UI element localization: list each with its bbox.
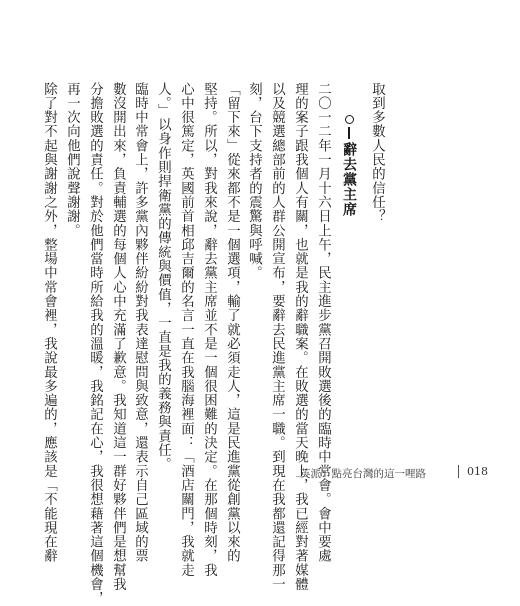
section-heading (342, 115, 356, 217)
circle-bullet-icon (345, 115, 354, 124)
heading-rule (348, 127, 350, 139)
text-column-1: 取到多數人民的信任？ (369, 82, 385, 224)
text-column-6: 刻，台下支持者的震驚與呼喊。 (246, 82, 262, 281)
text-column-11: 臨時中常會上，許多黨內夥伴紛紛對我表達慰問與致意，還表示自己區域的票 (132, 82, 148, 564)
text-column-8: 堅持。所以，對我來說，辭去黨主席並不是一個很困難的決定。在那個時刻，我 (201, 82, 217, 578)
text-column-5: 以及競選總部前的人群公開宣布，要辭去民進黨主席一職。到現在我都還記得那一 (269, 82, 285, 592)
section-title: 辭去黨主席 (341, 142, 357, 217)
text-column-9: 心中很篤定，英國前首相邱吉爾的名言一直在我腦海裡面：「酒店關門，我就走 (178, 82, 194, 578)
text-column-3: 二〇一二年一月十六日上午，民主進步黨召開敗選後的臨時中常會。會中要處 (315, 82, 331, 564)
text-column-15: 除了對不起與謝謝之外，整場中常會裡，我說最多遍的，應該是「不能現在辭 (41, 82, 57, 564)
text-column-10: 人。」以身作則捍衛黨的傳統與價值，一直是我的義務與責任。 (155, 82, 171, 472)
running-footer-title: 英派：點亮台灣的這一哩路 (300, 468, 426, 480)
text-column-14: 再一次向他們說聲謝謝。 (64, 82, 80, 238)
text-column-13: 分擔敗選的責任。對於他們當時所給我的溫暖，我銘記在心，我很想藉著這個機會， (87, 82, 103, 606)
text-column-12: 數沒開出來，負責輔選的每個人心中充滿了歉意。我知道這一群好夥伴們是想幫我 (110, 82, 126, 592)
page-number: 018 (458, 465, 488, 478)
text-column-4: 理的案子跟我個人有關，也就是我的辭職案。在敗選的當天晚上，我已經對著媒體 (292, 82, 308, 592)
text-column-7: 「留下來」從來都不是一個選項，輸了就必須走人，這是民進黨從創黨以來的 (224, 82, 240, 564)
